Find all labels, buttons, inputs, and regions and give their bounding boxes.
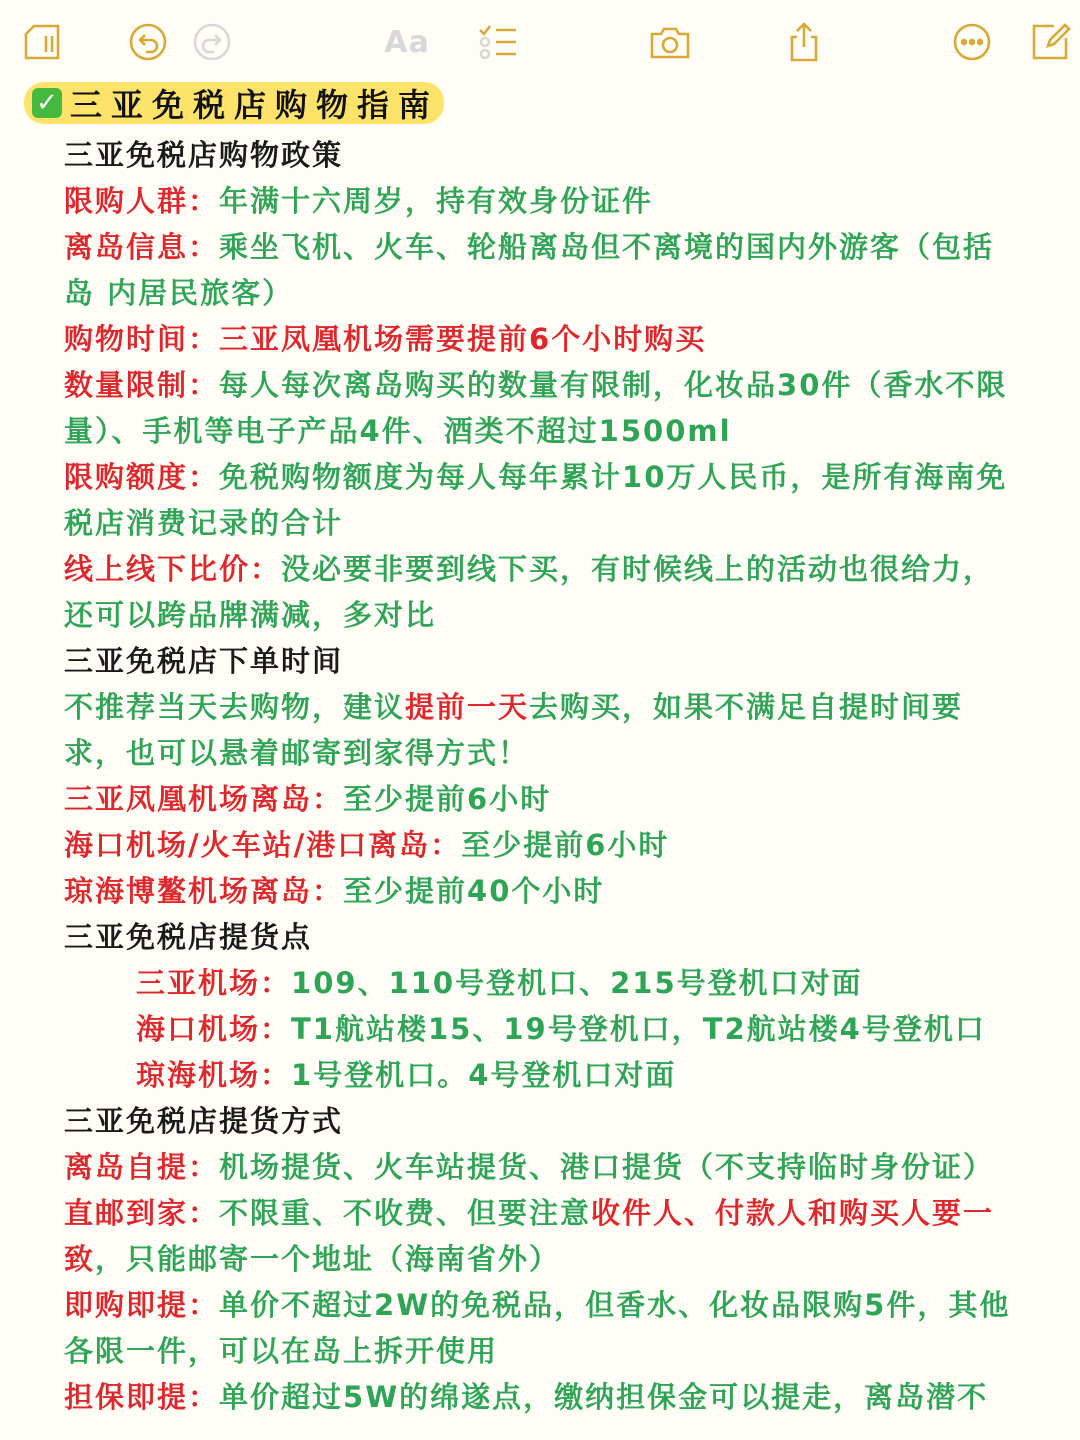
pickup-point-sanya (64, 960, 1044, 1006)
line-text: 至少提前6小时 (461, 828, 670, 862)
line-text: 去购买，如果不满足自提时间要 (529, 690, 964, 724)
line-label: 线上线下比价： (64, 552, 282, 586)
line-label: 三亚机场： (136, 966, 292, 1000)
line-text: 单价超过5W的绵遂点，缴纳担保金可以提走，离岛潜不 (219, 1380, 989, 1414)
undo-icon[interactable] (126, 20, 170, 64)
line-text: T1航站楼15、19号登机口，T2航站楼4号登机口 (291, 1012, 986, 1046)
line-label: 购物时间： (64, 322, 220, 356)
compose-icon[interactable] (1028, 20, 1072, 64)
format-label: Aa (384, 24, 430, 60)
policy-line-departure-cont: 岛 内居民旅客） (64, 276, 294, 310)
section-heading-policy: 三亚免税店购物政策 (64, 138, 344, 172)
line-label: 海口机场： (136, 1012, 292, 1046)
line-label: 琼海机场： (136, 1058, 292, 1092)
line-text: 乘坐飞机、火车、轮船离岛但不离境的国内外游客（包括 (219, 230, 995, 264)
redo-icon[interactable] (190, 20, 234, 64)
line-text: 三亚凤凰机场需要提前6个小时购买 (219, 322, 707, 356)
policy-line-quota (64, 454, 1044, 500)
line-text: 至少提前6小时 (343, 782, 552, 816)
note-title: 三亚免税店购物指南 (70, 86, 440, 124)
pickup-method-instant (64, 1282, 1044, 1328)
section-heading-pickup-points: 三亚免税店提货点 (64, 920, 313, 954)
notes-toolbar (0, 0, 1080, 84)
line-label: 离岛自提： (64, 1150, 220, 1184)
title-highlight (24, 82, 444, 124)
more-icon[interactable] (950, 20, 994, 64)
line-label: 离岛信息： (64, 230, 220, 264)
policy-line-quantity (64, 362, 1044, 408)
pickup-method-guarantee (64, 1374, 1044, 1420)
order-time-haikou (64, 822, 1044, 868)
line-text: ，只能邮寄一个地址（海南省外） (95, 1242, 561, 1276)
order-time-sanya (64, 776, 1044, 822)
pickup-method-self (64, 1144, 1044, 1190)
line-text: 1号登机口。4号登机口对面 (291, 1058, 677, 1092)
policy-line-price-compare (64, 546, 1044, 592)
line-text: 单价不超过2W的免税品，但香水、化妆品限购5件，其他 (219, 1288, 1011, 1322)
policy-line-quota-cont: 税店消费记录的合计 (64, 506, 344, 540)
section-heading-order-time: 三亚免税店下单时间 (64, 644, 344, 678)
pickup-method-mail-cont (64, 1236, 1044, 1282)
policy-line-departure (64, 224, 1044, 270)
line-text: 不限重、不收费、但要注意 (219, 1196, 592, 1230)
policy-line-shopping-time (64, 316, 1044, 362)
pickup-method-instant-cont: 各限一件，可以在岛上拆开使用 (64, 1334, 499, 1368)
line-label: 即购即提： (64, 1288, 220, 1322)
format-icon[interactable] (384, 20, 430, 64)
line-text: 每人每次离岛购买的数量有限制，化妆品30件（香水不限 (219, 368, 1008, 402)
pickup-point-qionghai (64, 1052, 1044, 1098)
share-icon[interactable] (782, 20, 826, 64)
line-label: 三亚凤凰机场离岛： (64, 782, 344, 816)
line-label: 琼海博鳌机场离岛： (64, 874, 344, 908)
line-text: 不推荐当天去购物，建议 (64, 690, 406, 724)
line-text: 109、110号登机口、215号登机口对面 (291, 966, 863, 1000)
section-heading-pickup-methods: 三亚免税店提货方式 (64, 1104, 344, 1138)
checkmark-icon: ✓ (32, 88, 62, 118)
policy-line-quantity-cont: 量）、手机等电子产品4件、酒类不超过1500ml (64, 414, 732, 448)
line-label: 担保即提： (64, 1380, 220, 1414)
line-label: 限购人群： (64, 184, 220, 218)
pickup-method-mail (64, 1190, 1044, 1236)
checklist-icon[interactable] (476, 20, 520, 64)
line-text: 没必要非要到线下买，有时候线上的活动也很给力， (281, 552, 995, 586)
line-highlight: 提前一天 (405, 690, 530, 724)
policy-line-age (64, 178, 1044, 224)
line-label: 直邮到家： (64, 1196, 220, 1230)
sidebar-icon[interactable] (20, 20, 64, 64)
pickup-point-haikou (64, 1006, 1044, 1052)
policy-line-price-compare-cont: 还可以跨品牌满减，多对比 (64, 598, 437, 632)
order-time-advice (64, 684, 1044, 730)
line-text: 免税购物额度为每人每年累计10万人民币，是所有海南免 (219, 460, 1008, 494)
camera-icon[interactable] (648, 20, 692, 64)
line-highlight: 致 (64, 1242, 96, 1276)
line-label: 限购额度： (64, 460, 220, 494)
note-body[interactable] (64, 132, 1044, 1420)
order-time-qionghai (64, 868, 1044, 914)
line-text: 机场提货、火车站提货、港口提货（不支持临时身份证） (219, 1150, 995, 1184)
line-text: 年满十六周岁，持有效身份证件 (219, 184, 654, 218)
line-label: 数量限制： (64, 368, 220, 402)
line-highlight: 收件人、付款人和购买人要一 (591, 1196, 995, 1230)
line-label: 海口机场/火车站/港口离岛： (64, 828, 462, 862)
order-time-advice-cont: 求，也可以悬着邮寄到家得方式！ (64, 736, 530, 770)
line-text: 至少提前40个小时 (343, 874, 605, 908)
